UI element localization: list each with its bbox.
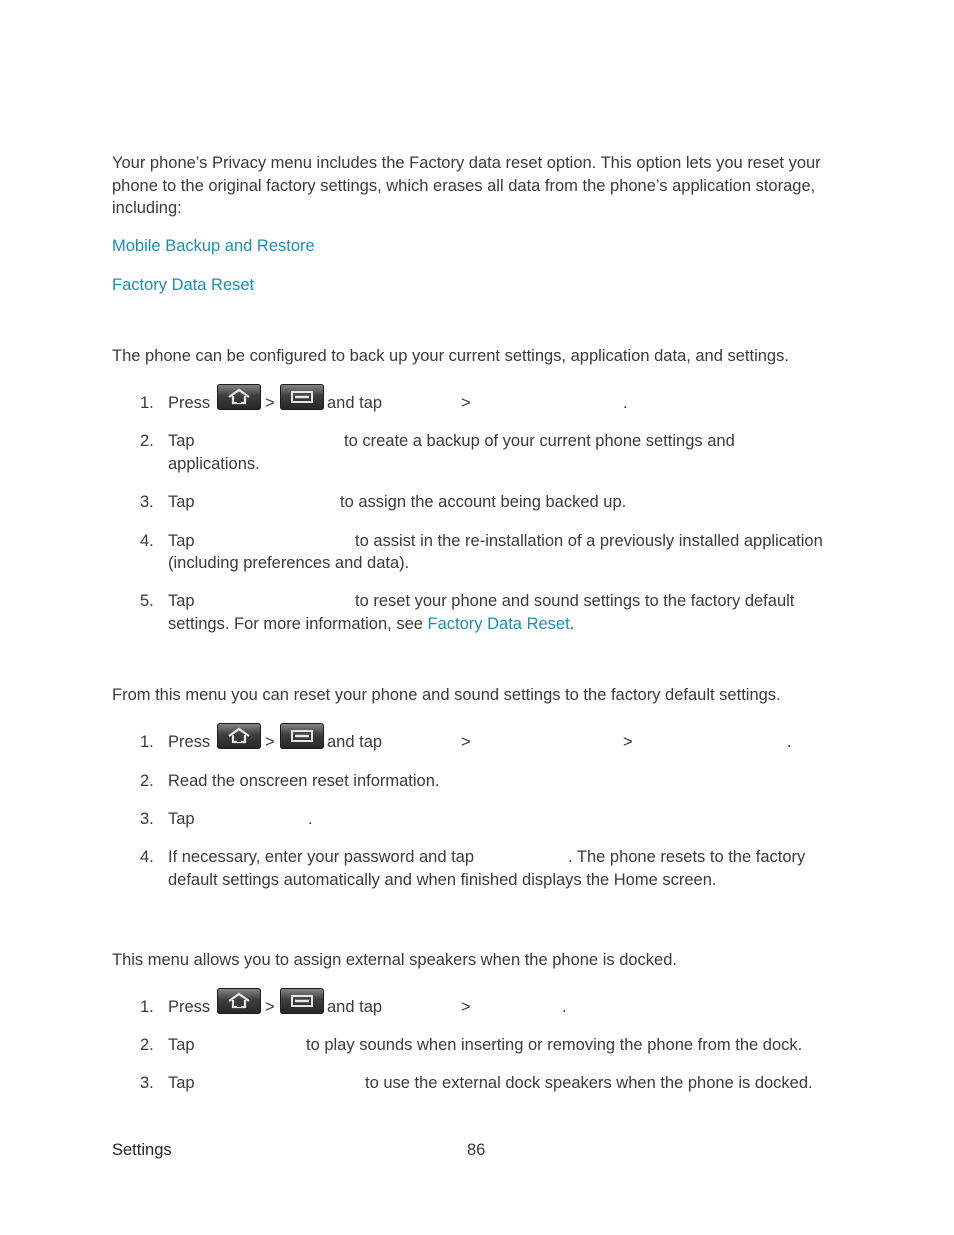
step-text: > <box>461 394 471 412</box>
step-number: 1. <box>140 733 154 751</box>
step-text: > <box>265 733 275 751</box>
step-text: . <box>562 998 567 1016</box>
step-text: to play sounds when inserting or removing the phone from the dock. <box>306 1036 803 1054</box>
step-text: and tap <box>327 998 383 1016</box>
step-text: to use the external dock speakers when the phone is docked. <box>365 1074 813 1092</box>
step-text: (including preferences and data). <box>168 554 410 572</box>
step-number: 1. <box>140 998 154 1016</box>
reset-intro: From this menu you can reset your phone and sound settings to the factory default settings. <box>112 686 781 704</box>
home-icon <box>217 988 261 1014</box>
step-text: Read the onscreen reset information. <box>168 772 440 790</box>
step-text: to reset your phone and sound settings to the factory default <box>355 592 795 610</box>
step-text: default settings automatically and when finished displays the Home screen. <box>168 871 717 889</box>
step-text: . The phone resets to the factory <box>568 848 806 866</box>
step-number: 3. <box>140 493 154 511</box>
mobile-backup-link[interactable]: Mobile Backup and Restore <box>112 237 315 255</box>
menu-icon <box>280 988 324 1014</box>
step-text: Press <box>168 394 211 412</box>
step-number: 4. <box>140 532 154 550</box>
footer-section: Settings <box>112 1141 172 1159</box>
step-text: Tap <box>168 432 195 450</box>
step-text: > <box>265 998 275 1016</box>
step-text: Tap <box>168 493 195 511</box>
step-text: to assist in the re-installation of a previously installed application <box>355 532 823 550</box>
step-text: Tap <box>168 1036 195 1054</box>
step-text: . <box>623 394 628 412</box>
step-text: > <box>623 733 633 751</box>
step-text: and tap <box>327 394 383 412</box>
step-text: settings. For more information, see <box>168 615 423 633</box>
step-text: applications. <box>168 455 260 473</box>
step-text: . <box>308 810 313 828</box>
step-text: . <box>787 733 792 751</box>
home-icon <box>217 723 261 749</box>
step-text: to assign the account being backed up. <box>340 493 627 511</box>
page-number: 86 <box>467 1141 486 1159</box>
step-number: 2. <box>140 772 154 790</box>
step-number: 3. <box>140 810 154 828</box>
dock-intro: This menu allows you to assign external speakers when the phone is docked. <box>112 951 677 969</box>
intro-paragraph: Your phone’s Privacy menu includes the Factory data reset option. This option lets you reset your phone to the original factory settings, which erases all data from the phone’s application storage, including: <box>112 154 821 217</box>
step-text: Tap <box>168 1074 195 1092</box>
step-text: Press <box>168 733 211 751</box>
step-number: 3. <box>140 1074 154 1092</box>
menu-icon <box>280 723 324 749</box>
step-text: Tap <box>168 532 195 550</box>
step-number: 1. <box>140 394 154 412</box>
step-text: Tap <box>168 592 195 610</box>
factory-reset-link[interactable]: Factory Data Reset <box>112 276 255 294</box>
step-number: 5. <box>140 592 154 610</box>
menu-icon <box>280 384 324 410</box>
step-number: 4. <box>140 848 154 866</box>
home-icon <box>217 384 261 410</box>
backup-intro: The phone can be configured to back up your current settings, application data, and settings. <box>112 347 789 365</box>
step-number: 2. <box>140 1036 154 1054</box>
factory-reset-inline-link[interactable]: Factory Data Reset <box>427 615 570 633</box>
step-line <box>168 613 574 635</box>
step-text: > <box>461 733 471 751</box>
step-text: > <box>265 394 275 412</box>
step-text: Tap <box>168 810 195 828</box>
step-text: Press <box>168 998 211 1016</box>
step-text: to create a backup of your current phone settings and <box>344 432 735 450</box>
step-text: > <box>461 998 471 1016</box>
step-number: 2. <box>140 432 154 450</box>
step-text: If necessary, enter your password and tap <box>168 848 475 866</box>
step-text: and tap <box>327 733 383 751</box>
step-text: . <box>569 615 575 633</box>
